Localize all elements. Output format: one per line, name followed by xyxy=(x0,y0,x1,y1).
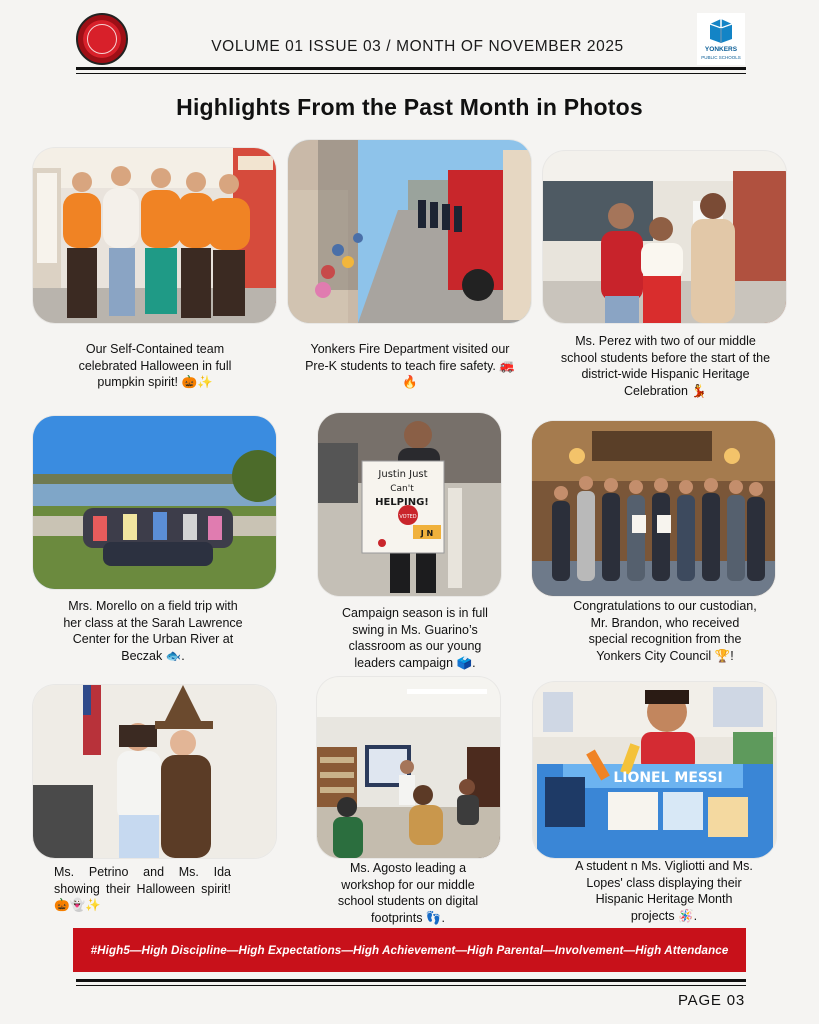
caption-hispanic-heritage: Ms. Perez with two of our middle school students before the start of the district-wide Hispanic Heritage Celebration 💃 xyxy=(560,334,771,398)
campaign-poster-photo xyxy=(318,413,501,596)
book-icon xyxy=(706,15,736,45)
caption-heritage-project: A student n Ms. Vigliotti and Ms. Lopes' class displaying their Hispanic Heritage Month projects 🪅. xyxy=(575,859,753,923)
district-logo-text: YONKERS xyxy=(704,46,738,53)
motto-text: #High5—High Discipline—High Expectations—High Achievement—High Parental—Involvement—High Attendance xyxy=(90,943,729,957)
page-number: PAGE 03 xyxy=(677,992,745,1009)
caption-campaign: Campaign season is in full swing in Ms. Guarino’s classroom as our young leaders campaign 🗳️. xyxy=(342,606,488,670)
fire-department-photo xyxy=(288,140,531,323)
district-logo xyxy=(697,13,745,65)
caption-city-council: Congratulations to our custodian, Mr. Brandon, who received special recognition from the Yonkers City Council 🏆! xyxy=(573,599,757,663)
heritage-project-photo xyxy=(533,682,776,858)
caption-digital-footprint: Ms. Agosto leading a workshop for our middle school students on digital footprints 👣. xyxy=(337,861,479,925)
caption-field-trip: Mrs. Morello on a field trip with her class at the Sarah Lawrence Center for the Urban River at Beczak 🐟. xyxy=(63,599,243,663)
caption-teachers-halloween: Ms. Petrino and Ms. Ida showing their Halloween spirit! 🎃👻✨ xyxy=(54,865,231,912)
motto-banner xyxy=(73,928,746,972)
school-logo xyxy=(76,13,128,65)
halloween-team-photo xyxy=(33,148,276,323)
city-council-photo xyxy=(532,421,775,596)
messi-title: LIONEL MESSI xyxy=(613,770,723,786)
field-trip-photo xyxy=(33,416,276,589)
header-rule-thin xyxy=(76,73,746,74)
poster-line-2: Can't xyxy=(390,484,414,494)
poster-line-3: HELPING! xyxy=(375,497,429,508)
footer-rule-thick xyxy=(76,979,746,982)
hispanic-heritage-photo xyxy=(543,151,786,323)
digital-footprint-workshop-photo xyxy=(317,677,500,858)
footer-rule-thin xyxy=(76,985,746,986)
issue-line: VOLUME 01 ISSUE 03 / MONTH OF NOVEMBER 2025 xyxy=(211,38,624,55)
teachers-halloween-photo xyxy=(33,685,276,858)
caption-fire-department: Yonkers Fire Department visited our Pre-K students to teach fire safety. 🚒🔥 xyxy=(305,342,515,389)
page-title: Highlights From the Past Month in Photos xyxy=(176,94,643,120)
poster-initials: J N xyxy=(420,529,434,538)
district-logo-subtext: PUBLIC SCHOOLS xyxy=(701,55,741,60)
poster-line-1: Justin Just xyxy=(378,469,428,480)
poster-voted: VOTED xyxy=(399,514,417,520)
header-rule-thick xyxy=(76,67,746,70)
caption-halloween-team: Our Self-Contained team celebrated Halloween in full pumpkin spirit! 🎃✨ xyxy=(78,342,232,389)
